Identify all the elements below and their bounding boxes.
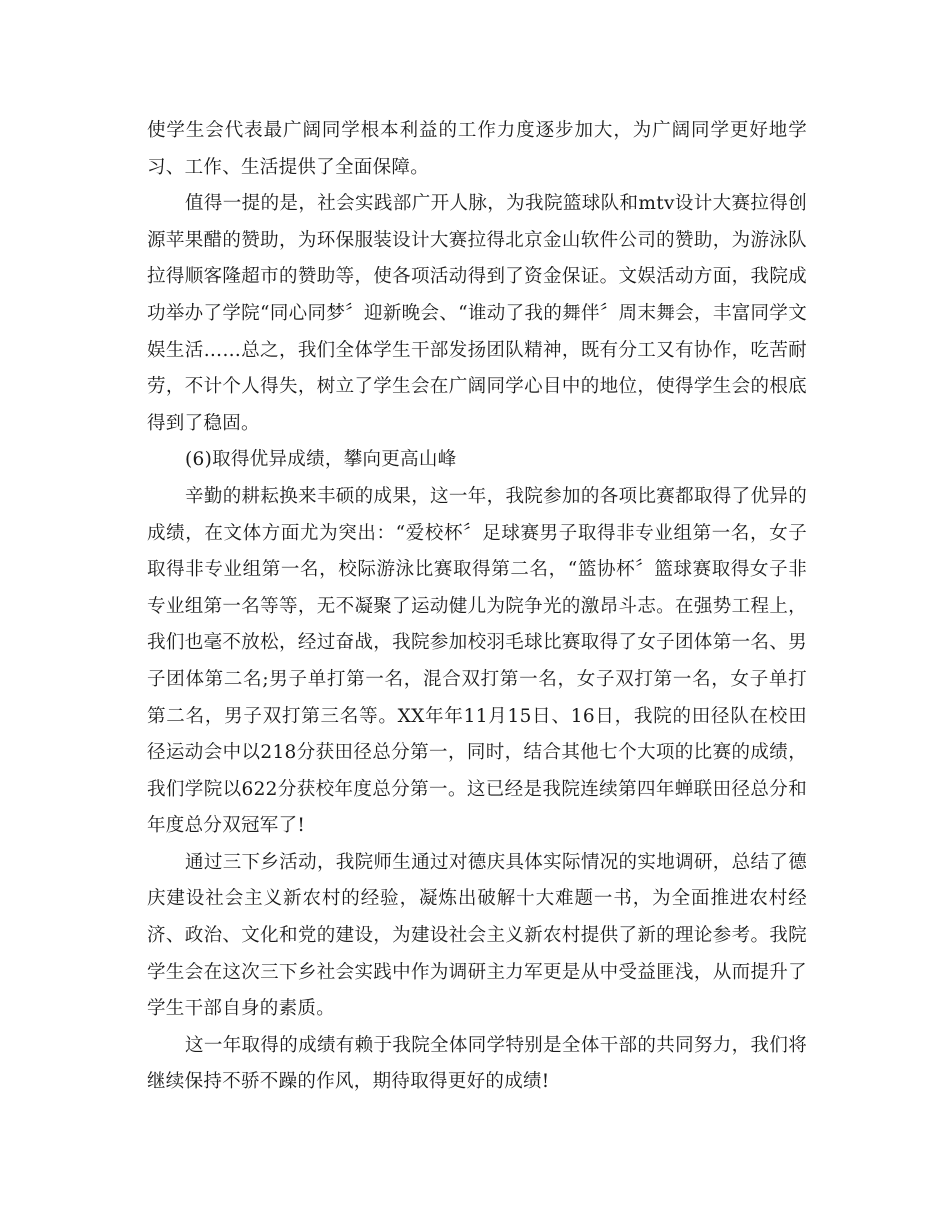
paragraph-social-practice: 值得一提的是，社会实践部广开人脉，为我院篮球队和mtv设计大赛拉得创源苹果醋的赞助，为环保服装设计大赛拉得北京金山软件公司的赞助，为游泳队拉得顺客隆超市的赞助等，使各项活动得到了资金保证。文娱活动方面，我院成功举办了学院“同心同梦〞迎新晚会、“谁动了我的舞伴〞周末舞会，丰富同学文娱生活……总之，我们全体学生干部发扬团队精神，既有分工又有协作，吃苦耐劳，不计个人得失，树立了学生会在广阔同学心目中的地位，使得学生会的根底得到了稳固。: [147, 193, 807, 434]
paragraph-continuation: 使学生会代表最广阔同学根本利益的工作力度逐步加大，为广阔同学更好地学习、工作、生活提供了全面保障。: [147, 120, 807, 178]
document-body: [147, 113, 807, 1101]
paragraph-rural-activity: 通过三下乡活动，我院师生通过对德庆具体实际情况的实地调研，总结了德庆建设社会主义新农村的经验，凝炼出破解十大难题一书，为全面推进农村经济、政治、文化和党的建设，为建设社会主义新农村提供了新的理论参考。我院学生会在这次三下乡社会实践中作为调研主力军更是从中受益匪浅，从而提升了学生干部自身的素质。: [147, 851, 807, 1020]
paragraph-conclusion: 这一年取得的成绩有赖于我院全体同学特别是全体干部的共同努力，我们将继续保持不骄不躁的作风，期待取得更好的成绩!: [147, 1034, 807, 1093]
paragraph-competition-results: 辛勤的耕耘换来丰硕的成果，这一年，我院参加的各项比赛都取得了优异的成绩，在文体方面尤为突出：“爱校杯〞足球赛男子取得非专业组第一名，女子取得非专业组第一名，校际游泳比赛取得第二名，“篮协杯〞篮球赛取得女子非专业组第一名等等，无不凝聚了运动健儿为院争光的激昂斗志。在强势工程上，我们也毫不放松，经过奋战，我院参加校羽毛球比赛取得了女子团体第一名、男子团体第二名;男子单打第一名，混合双打第一名，女子双打第一名，女子单打第二名，男子双打第三名等。XX年年11月15日、16日，我院的田径队在校田径运动会中以218分获田径总分第一，同时，结合其他七个大项的比赛的成绩，我们学院以622分获校年度总分第一。这已经是我院连续第四年蝉联田径总分和年度总分双冠军了!: [147, 485, 807, 837]
section-heading-achievements: (6)取得优异成绩，攀向更高山峰: [185, 449, 457, 471]
